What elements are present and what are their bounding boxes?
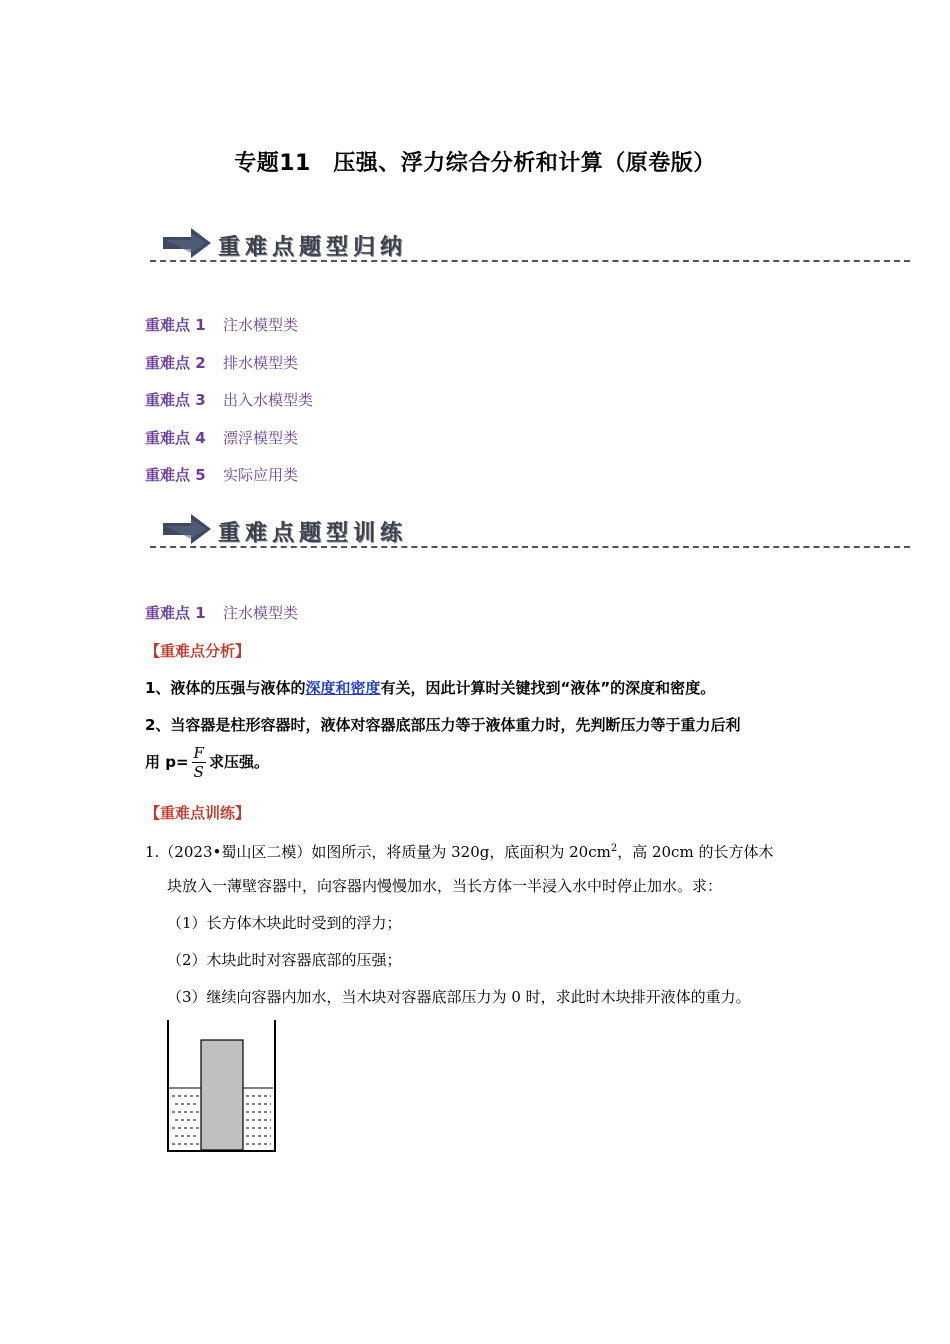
- training-heading: 【重难点训练】: [145, 804, 251, 822]
- list-item: [145, 316, 313, 354]
- sub-question-2: （2）木块此时对容器底部的压强；: [167, 951, 402, 969]
- question-1-line-1: [145, 840, 773, 861]
- section-number: 重难点 1: [145, 604, 206, 622]
- analysis-point-2-formula: [145, 744, 815, 781]
- sub-question-1: （1）长方体木块此时受到的浮力；: [167, 914, 402, 932]
- banner-divider: [150, 546, 910, 548]
- key-points-list: [145, 316, 313, 504]
- sub-question-3: （3）继续向容器内加水，当木块对容器底部压力为 0 时，求此时木块排开液体的重力。: [167, 988, 751, 1006]
- section-heading: [145, 602, 298, 623]
- item-number: 重难点 1: [145, 316, 206, 334]
- item-number: 重难点 5: [145, 466, 206, 484]
- question-1-line-2: 块放入一薄壁容器中，向容器内慢慢加水，当长方体一半浸入水中时停止加水。求：: [167, 877, 723, 895]
- fraction-denominator: S: [193, 763, 204, 781]
- pressure-formula: [192, 744, 206, 781]
- analysis-point-2: [145, 714, 815, 735]
- section-banner-training: [145, 514, 910, 574]
- text-segment: 用 p=: [145, 753, 189, 771]
- text-segment: 1.（2023•蜀山区二模）如图所示，将质量为 320g，底面积为 20cm: [145, 843, 611, 861]
- item-label: 出入水模型类: [223, 391, 314, 409]
- item-number: 重难点 2: [145, 353, 206, 372]
- density-link[interactable]: 深度和密度: [305, 679, 381, 697]
- arrow-icon: [163, 514, 211, 544]
- banner-title: 重难点题型训练: [218, 521, 408, 546]
- text-segment: 1、液体的压强与液体的: [145, 679, 306, 697]
- page-title: 专题11 压强、浮力综合分析和计算（原卷版）: [234, 151, 716, 176]
- text-segment: 有关，因此计算时关键找到“液体”的深度和密度。: [380, 679, 716, 697]
- text-segment: 2、当容器是柱形容器时，液体对容器底部压力等于液体重力时，先判断压力等于重力后利: [145, 716, 741, 734]
- item-label: 排水模型类: [223, 353, 299, 372]
- item-label: 注水模型类: [223, 316, 299, 334]
- item-label: 漂浮模型类: [223, 428, 299, 447]
- section-name: 注水模型类: [223, 604, 299, 622]
- item-number: 重难点 3: [145, 391, 206, 409]
- list-item: [145, 466, 313, 504]
- list-item: [145, 391, 313, 429]
- fraction-numerator: F: [193, 744, 204, 762]
- item-number: 重难点 4: [145, 428, 206, 447]
- banner-divider: [150, 260, 910, 262]
- analysis-heading: 【重难点分析】: [145, 642, 251, 660]
- section-banner-summary: [145, 228, 910, 288]
- container-block-diagram: [167, 1020, 277, 1154]
- wooden-block: [201, 1040, 243, 1150]
- list-item: [145, 354, 313, 392]
- superscript: 2: [610, 843, 618, 854]
- list-item: [145, 429, 313, 467]
- arrow-icon: [163, 228, 211, 258]
- text-segment: ，高 20cm 的长方体木: [617, 843, 774, 861]
- analysis-point-1: [145, 677, 815, 698]
- item-label: 实际应用类: [223, 466, 299, 484]
- text-segment: 求压强。: [208, 753, 269, 771]
- banner-title: 重难点题型归纳: [218, 235, 408, 260]
